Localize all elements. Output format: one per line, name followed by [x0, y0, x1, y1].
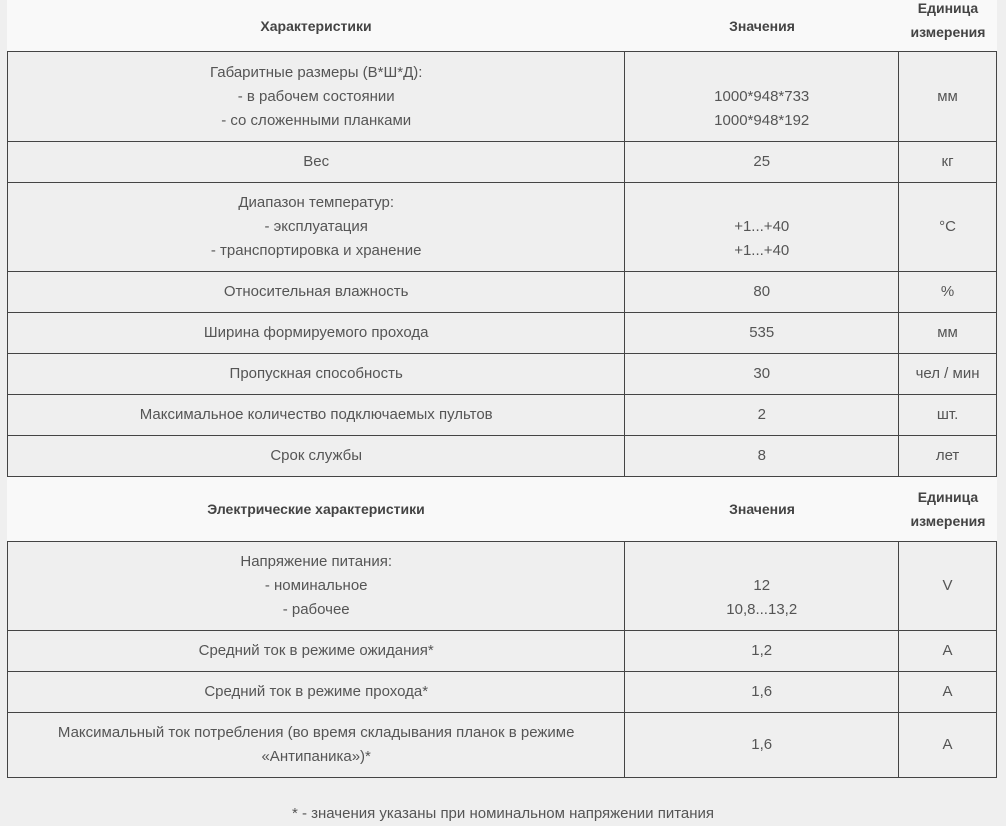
row-label: Габаритные размеры (В*Ш*Д): - в рабочем состоянии - со сложенными планками: [8, 52, 625, 142]
row-value: 12 10,8...13,2: [625, 542, 899, 631]
table-row: [8, 395, 997, 436]
header-unit: Единица измерения: [910, 489, 986, 529]
table-row: [8, 354, 997, 395]
footnote: * - значения указаны при номинальном напряжении питания: [291, 805, 715, 822]
row-unit: лет: [899, 436, 997, 477]
row-value: 25: [625, 142, 899, 183]
specs-container: [7, 0, 997, 778]
row-unit: %: [899, 272, 997, 313]
table-row: [8, 713, 997, 778]
row-label: Максимальный ток потребления (во время складывания планок в режиме «Антипаника»)*: [8, 713, 625, 778]
row-label: Средний ток в режиме прохода*: [8, 672, 625, 713]
table-row: [8, 631, 997, 672]
table2-header: [7, 477, 997, 541]
row-unit: A: [899, 631, 997, 672]
row-value: 1,2: [625, 631, 899, 672]
row-value: 1,6: [625, 713, 899, 778]
row-label: Ширина формируемого прохода: [8, 313, 625, 354]
row-label: Средний ток в режиме ожидания*: [8, 631, 625, 672]
row-unit: мм: [899, 313, 997, 354]
header-characteristics: Характеристики: [260, 17, 372, 34]
table-row: [8, 436, 997, 477]
table-row: [8, 672, 997, 713]
header-values: Значения: [729, 17, 795, 34]
table2-body: [7, 541, 997, 778]
row-label: Напряжение питания: - номинальное - рабочее: [8, 542, 625, 631]
row-value: 2: [625, 395, 899, 436]
row-value: 80: [625, 272, 899, 313]
row-value: +1...+40 +1...+40: [625, 183, 899, 272]
row-unit: шт.: [899, 395, 997, 436]
row-value: 535: [625, 313, 899, 354]
header-values: Значения: [729, 501, 795, 517]
table-row: [8, 183, 997, 272]
row-label: Вес: [8, 142, 625, 183]
row-label: Пропускная способность: [8, 354, 625, 395]
row-value: 30: [625, 354, 899, 395]
header-unit: Единица измерения: [910, 0, 986, 40]
row-unit: A: [899, 672, 997, 713]
row-label: Срок службы: [8, 436, 625, 477]
header-electrical-characteristics: Электрические характеристики: [207, 501, 425, 517]
row-unit: чел / мин: [899, 354, 997, 395]
table-row: [8, 52, 997, 142]
row-value: 1000*948*733 1000*948*192: [625, 52, 899, 142]
row-value: 8: [625, 436, 899, 477]
row-value: 1,6: [625, 672, 899, 713]
table-row: [8, 272, 997, 313]
table1-header: [7, 0, 997, 51]
row-label: Относительная влажность: [8, 272, 625, 313]
row-label: Максимальное количество подключаемых пультов: [8, 395, 625, 436]
row-unit: °C: [899, 183, 997, 272]
table-row: [8, 313, 997, 354]
row-unit: A: [899, 713, 997, 778]
row-unit: мм: [899, 52, 997, 142]
table-row: [8, 142, 997, 183]
row-unit: V: [899, 542, 997, 631]
table-row: [8, 542, 997, 631]
row-unit: кг: [899, 142, 997, 183]
table1-body: [7, 51, 997, 477]
row-label: Диапазон температур: - эксплуатация - транспортировка и хранение: [8, 183, 625, 272]
